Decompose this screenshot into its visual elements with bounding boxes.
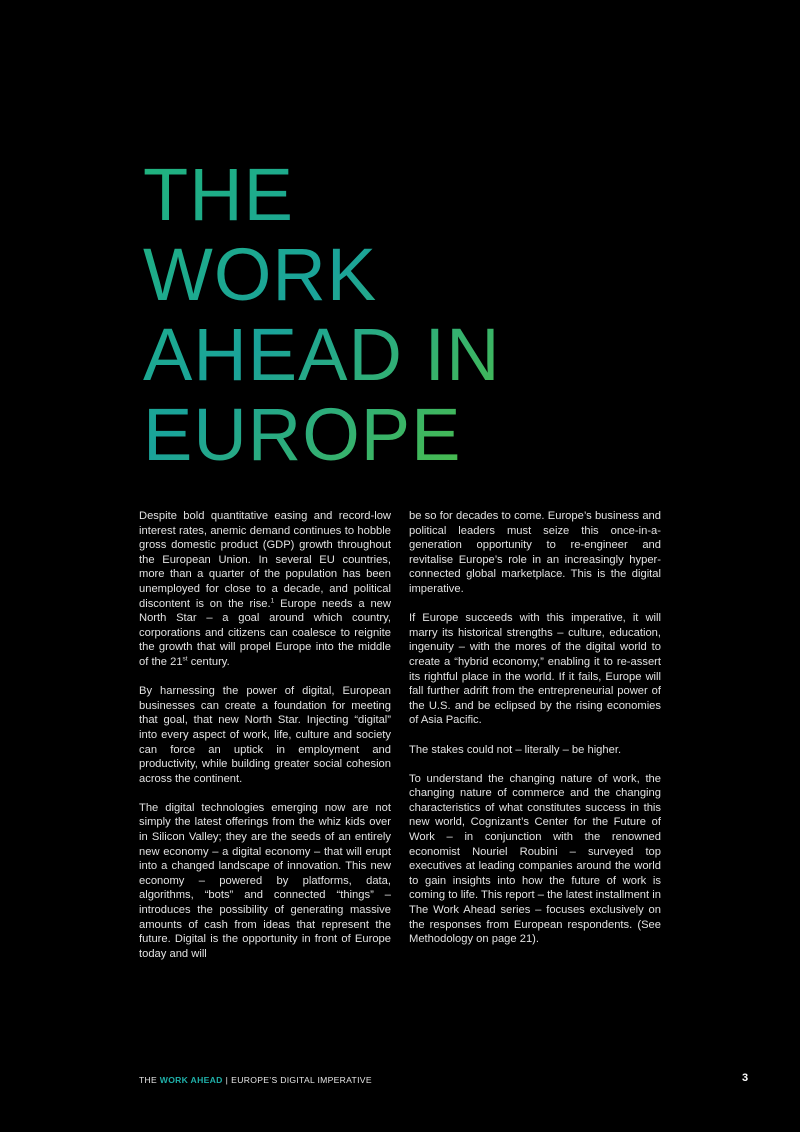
left-p1-text-cont: Europe needs a new North Star – a goal around which country, corporations and citizens can coalesce to reignite the growth that will propel Europe into the middle of the 21 (139, 597, 391, 668)
left-paragraph-2: By harnessing the power of digital, European businesses can create a foundation for meeting that goal, that new North Star. Injecting “digital” into every aspect of work, life, culture and society can force an uptick in employment and productivity, while building greater social cohesion across the continent. (139, 685, 391, 785)
footnote-marker[interactable]: 1 (270, 596, 275, 604)
right-paragraph-3: The stakes could not – literally – be higher. (409, 743, 622, 756)
footer-prefix: THE (139, 1075, 160, 1085)
right-text-column (409, 509, 661, 947)
title-line-2: WORK (143, 233, 378, 316)
right-paragraph-2: If Europe succeeds with this imperative, it will marry its historical strengths – culture, education, ingenuity – with the mores of the digital world to create a “hybrid economy,” enabling it to re-assert its rightful place in the world. If it fails, Europe will fall further adrift from the entrepreneurial power of the U.S. and be eclipsed by the rising economies of Asia Pacific. (409, 612, 661, 727)
page-title (143, 155, 501, 475)
left-p1-text-end: century. (187, 655, 230, 668)
left-text-column (139, 509, 391, 961)
left-paragraph-1 (139, 509, 391, 670)
left-paragraph-3: The digital technologies emerging now are not simply the latest offerings from the whiz kids over in Silicon Valley; they are the seeds of an entirely new economy – a digital economy – that will erupt into a changed landscape of innovation. This new economy – powered by platforms, data, algorithms, “bots” and connected “things” – introduces the possibility of generating massive amounts of cash from ideas that represent the future. Digital is the opportunity in front of Europe today and will (139, 801, 391, 960)
footer-accent: WORK AHEAD (159, 1075, 223, 1085)
footer-separator: | (225, 1075, 229, 1085)
running-footer (139, 1075, 372, 1085)
title-line-3: AHEAD IN (143, 313, 501, 396)
ordinal-suffix: st (182, 655, 188, 663)
left-p1-text: Despite bold quantitative easing and record-low interest rates, anemic demand continues to hobble gross domestic product (GDP) growth throughout the European Union. In several EU countries, more than a quarter of the population has been unemployed for close to a decade, and political discontent is on the rise. (139, 510, 391, 610)
right-paragraph-4: To understand the changing nature of work, the changing nature of commerce and the changing characteristics of what constitutes success in this new world, Cognizant’s Center for the Future of Work – in conjunction with the renowned economist Nouriel Roubini – surveyed top executives at leading companies around the world to gain insights into how the future of work is coming to life. This report – the latest installment in The Work Ahead series – focuses exclusively on the responses from European respondents. (See Methodology on page 21). (409, 772, 661, 946)
right-paragraph-1: be so for decades to come. Europe’s business and political leaders must seize this once-in-a-generation opportunity to re-engineer and revitalise Europe’s role in an increasingly hyper-connected global marketplace. This is the digital imperative. (409, 510, 661, 595)
title-line-1: THE (143, 153, 294, 236)
title-line-4: EUROPE (143, 393, 462, 476)
page-number: 3 (742, 1072, 749, 1084)
footer-suffix: EUROPE’S DIGITAL IMPERATIVE (231, 1075, 372, 1085)
